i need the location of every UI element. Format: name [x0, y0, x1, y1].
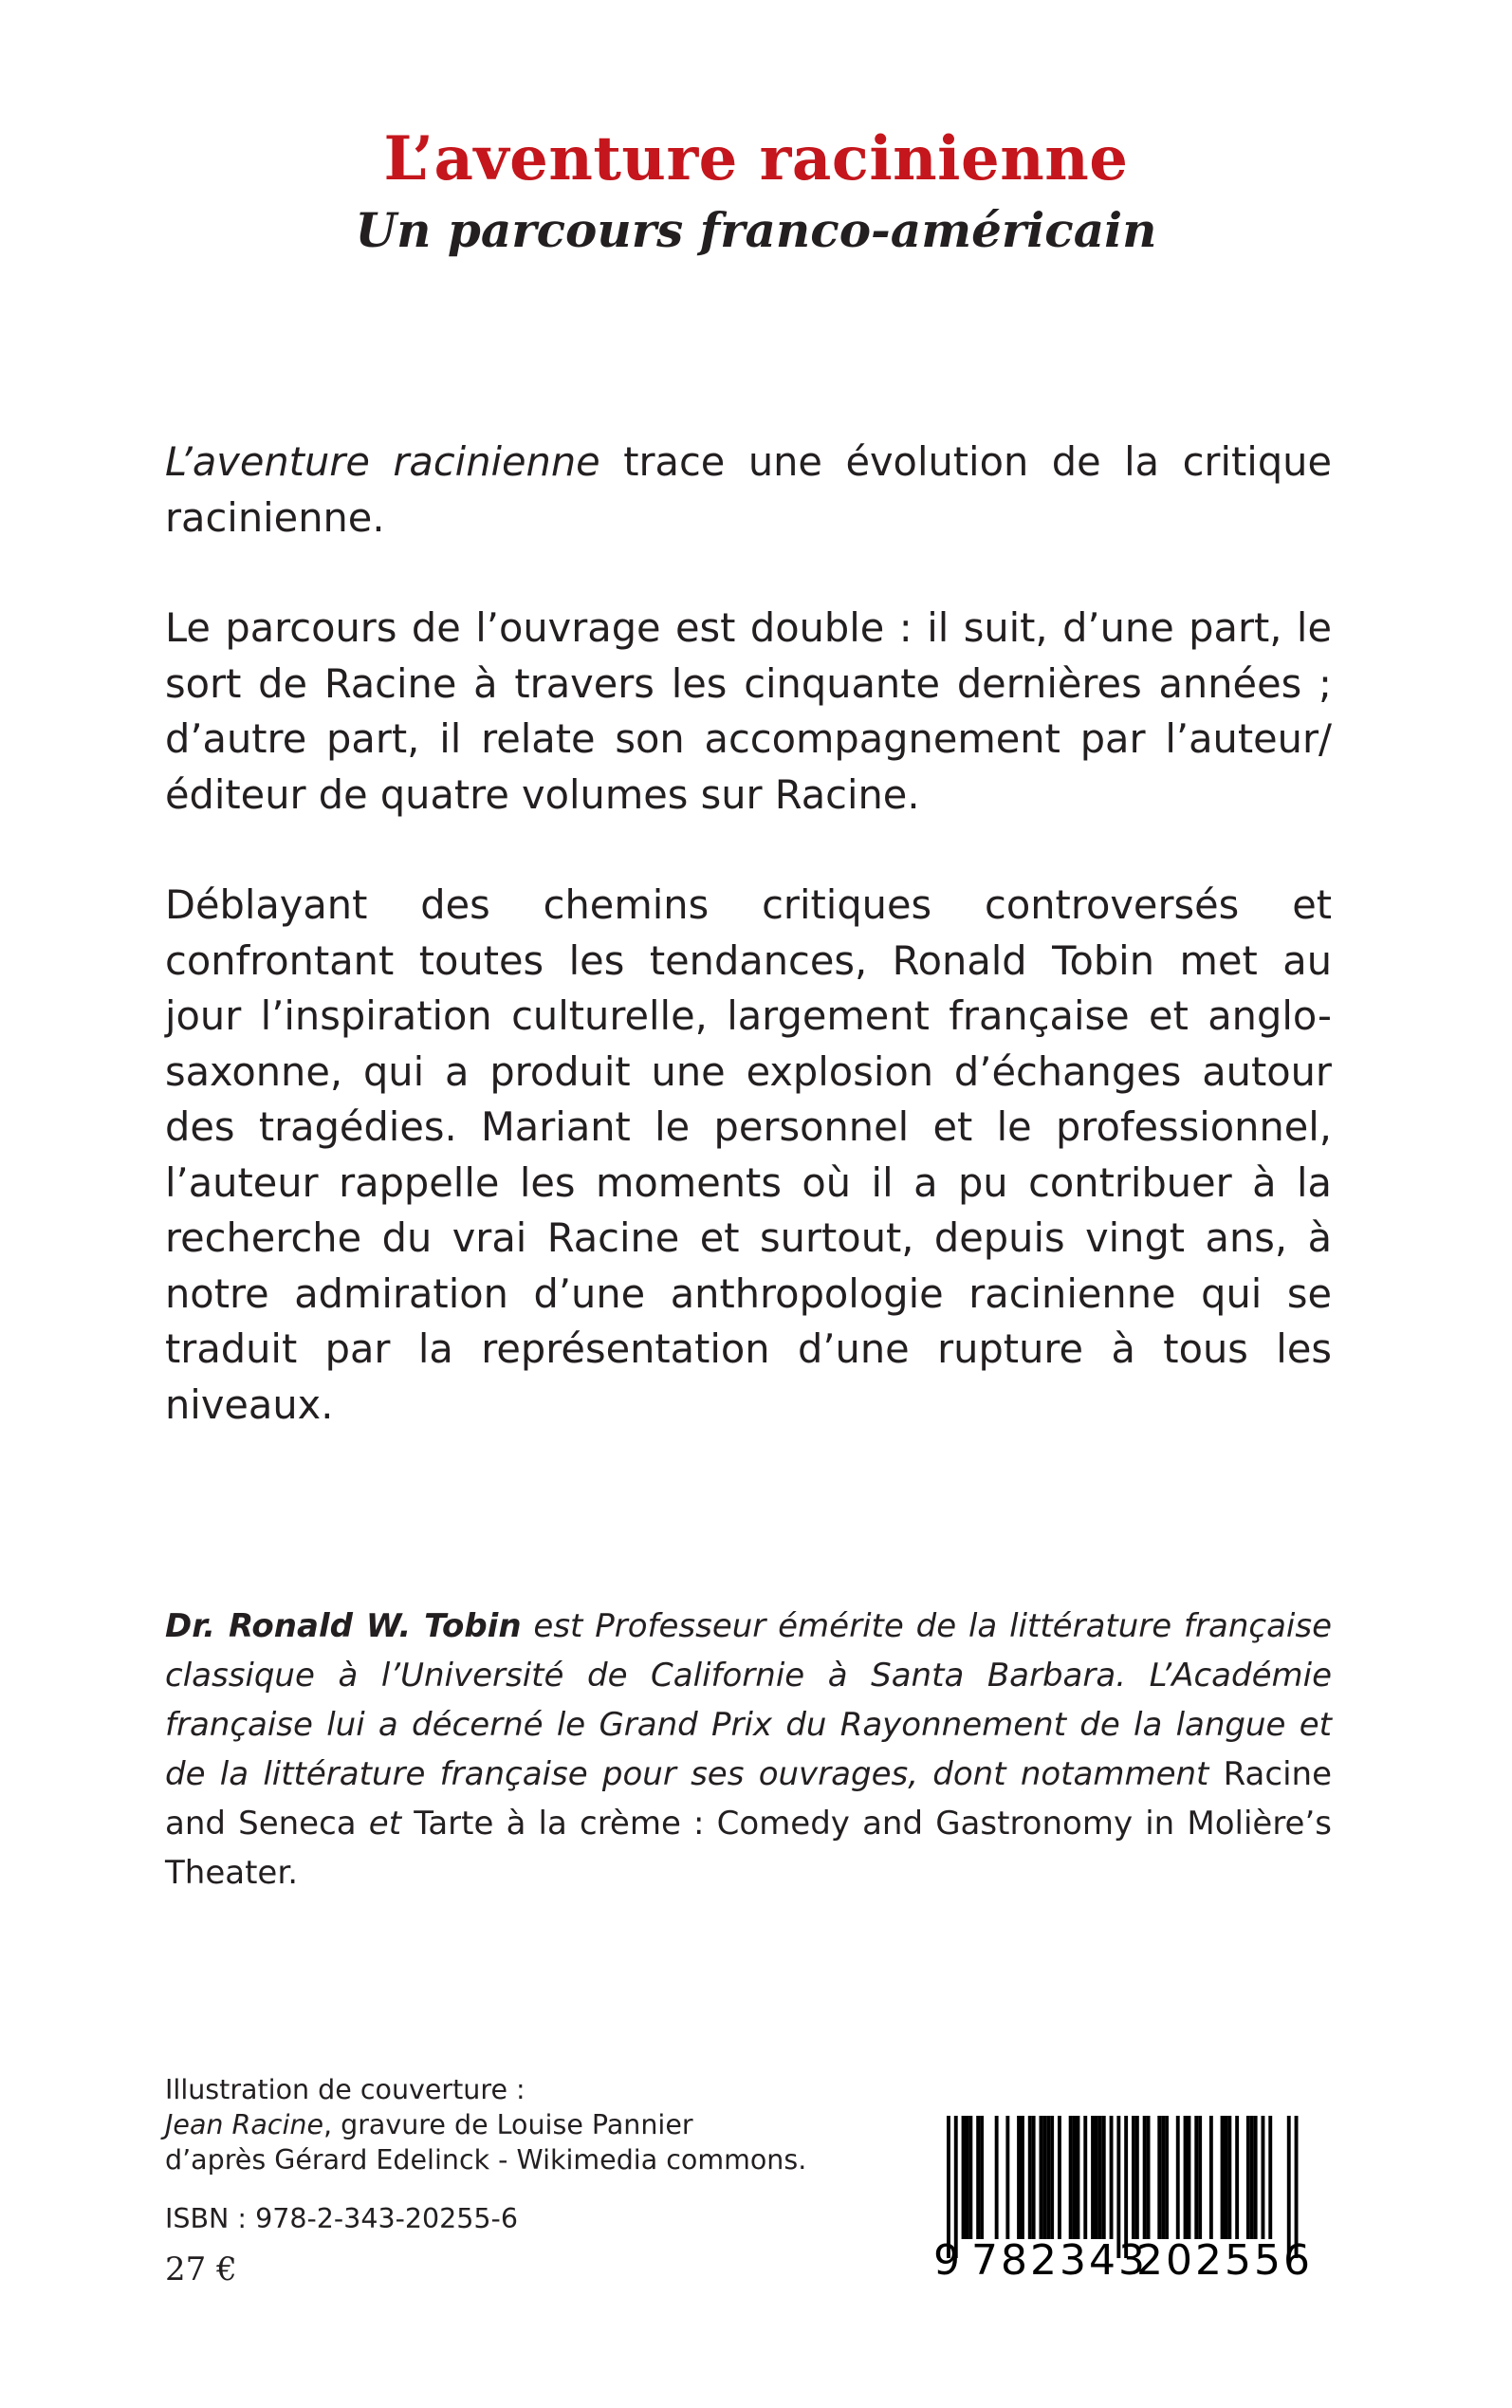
- barcode-bar: [1221, 2116, 1225, 2239]
- barcode-bar: [1188, 2116, 1191, 2239]
- barcode-bar: [1262, 2116, 1265, 2239]
- credit-line-1: [165, 2107, 886, 2142]
- summary-paragraph-1: [165, 435, 1332, 546]
- barcode-bar: [1110, 2116, 1114, 2239]
- barcode-bar: [1268, 2116, 1272, 2239]
- summary-paragraph-2: Le parcours de l’ouvrage est double : il suit, d’une part, le sort de Racine à travers les cinquante dernières années ; d’autre part, il relate son accompagnement par l’auteur/ éditeur de quatre volumes sur Racine.: [165, 604, 1332, 818]
- barcode-bar: [1147, 2116, 1151, 2239]
- barcode-bar: [1254, 2116, 1258, 2239]
- barcode-bar: [1091, 2116, 1095, 2239]
- price: 27 €: [165, 2251, 237, 2288]
- author-bio: [165, 1602, 1332, 1898]
- credit-line-2: d’après Gérard Edelinck - Wikimedia commons.: [165, 2144, 807, 2176]
- barcode-digits: [933, 2237, 1313, 2285]
- author-name: Dr. Ronald W. Tobin: [165, 1607, 522, 1645]
- barcode-bar: [1176, 2116, 1180, 2239]
- barcode-bar: [1077, 2116, 1080, 2239]
- barcode-bar: [1095, 2116, 1098, 2239]
- barcode-bar: [1042, 2116, 1046, 2239]
- work-title-2: Tarte à la crème : Comedy and Gastronomy in Molière’s Theater: [165, 1805, 1332, 1892]
- barcode-bar: [1069, 2116, 1073, 2239]
- author-bio-conj: et: [356, 1805, 415, 1843]
- credit-engraver: , gravure de Louise Pannier: [323, 2109, 693, 2140]
- barcode-bar: [1161, 2116, 1165, 2239]
- barcode-bar: [1017, 2116, 1021, 2239]
- barcode-bar: [962, 2116, 966, 2239]
- barcode-bar: [1225, 2116, 1228, 2239]
- barcode-bar: [1135, 2116, 1139, 2239]
- author-bio-paragraph: [165, 1602, 1332, 1898]
- illustration-credit: [165, 2072, 886, 2177]
- book-title: L’aventure racinienne: [383, 123, 1129, 194]
- barcode-bar: [1073, 2116, 1077, 2239]
- barcode-bar: [1098, 2116, 1102, 2239]
- barcode-bar: [1235, 2116, 1239, 2239]
- work-title-1: Racine and Seneca: [165, 1755, 1332, 1843]
- barcode-bar: [1058, 2116, 1061, 2239]
- barcode-bar: [1246, 2116, 1250, 2239]
- barcode-bar: [1046, 2116, 1050, 2239]
- barcode-bar: [1040, 2116, 1043, 2239]
- summary: [165, 435, 1332, 1433]
- barcode-bar: [1157, 2116, 1161, 2239]
- isbn: ISBN : 978-2-343-20255-6: [165, 2203, 518, 2234]
- barcode-bar: [966, 2116, 969, 2239]
- barcode-bar: [1165, 2116, 1169, 2239]
- summary-title-ref: L’aventure racinienne: [165, 438, 600, 485]
- barcode-bar: [1194, 2116, 1198, 2239]
- barcode-bar: [1032, 2116, 1036, 2239]
- barcode-bar: [1028, 2116, 1032, 2239]
- barcode-left-group: 782343: [971, 2236, 1148, 2285]
- barcode-bar: [980, 2116, 984, 2239]
- author-bio-text: est Professeur émérite de la littérature française classique à l’Université de Californie à Santa Barbara. L’Académie française lui a décerné le Grand Prix du Rayonnement de la langue et de la littérature française pour ses ouvrages, dont notamment: [165, 1607, 1332, 1793]
- barcode-bar: [1250, 2116, 1254, 2239]
- barcode-bar: [1227, 2116, 1231, 2239]
- barcode-bar: [1143, 2116, 1147, 2239]
- book-subtitle: Un parcours franco-américain: [355, 202, 1157, 258]
- barcode-bar: [1102, 2116, 1106, 2239]
- barcode-bar: [1209, 2116, 1213, 2239]
- barcode-bar: [1021, 2116, 1024, 2239]
- summary-paragraph-3: Déblayant des chemins critiques controversés et confrontant toutes les tendances, Ronald Tobin met au jour l’inspiration culturelle, largement française et anglo-saxonne, qui a produit une explosion d’échanges autour des tragédies. Mariant le personnel et le professionnel, l’auteur rappelle les moments où il a pu contribuer à la recherche du vrai Racine et surtout, depuis vingt ans, à notre admiration d’une anthropologie racinienne qui se traduit par la représentation d’une rupture à tous les niveaux.: [165, 881, 1332, 1428]
- barcode-bar: [976, 2116, 980, 2239]
- barcode-bar: [1005, 2116, 1009, 2239]
- barcode-bar: [1198, 2116, 1202, 2239]
- barcode-bar: [995, 2116, 999, 2239]
- credit-label: Illustration de couverture :: [165, 2074, 526, 2105]
- barcode-bar: [968, 2116, 972, 2239]
- barcode-first-digit: 9: [933, 2236, 960, 2285]
- credit-work: Jean Racine: [165, 2109, 323, 2140]
- barcode-bar: [1050, 2116, 1054, 2239]
- author-bio-end: .: [287, 1854, 298, 1892]
- summary-p1-text: trace une évolution de la critique racinienne.: [165, 438, 1332, 541]
- barcode-right-group: 202556: [1136, 2236, 1313, 2285]
- barcode-bar: [1184, 2116, 1188, 2239]
- barcode-bar: [1132, 2116, 1135, 2239]
- barcode-bar: [1083, 2116, 1087, 2239]
